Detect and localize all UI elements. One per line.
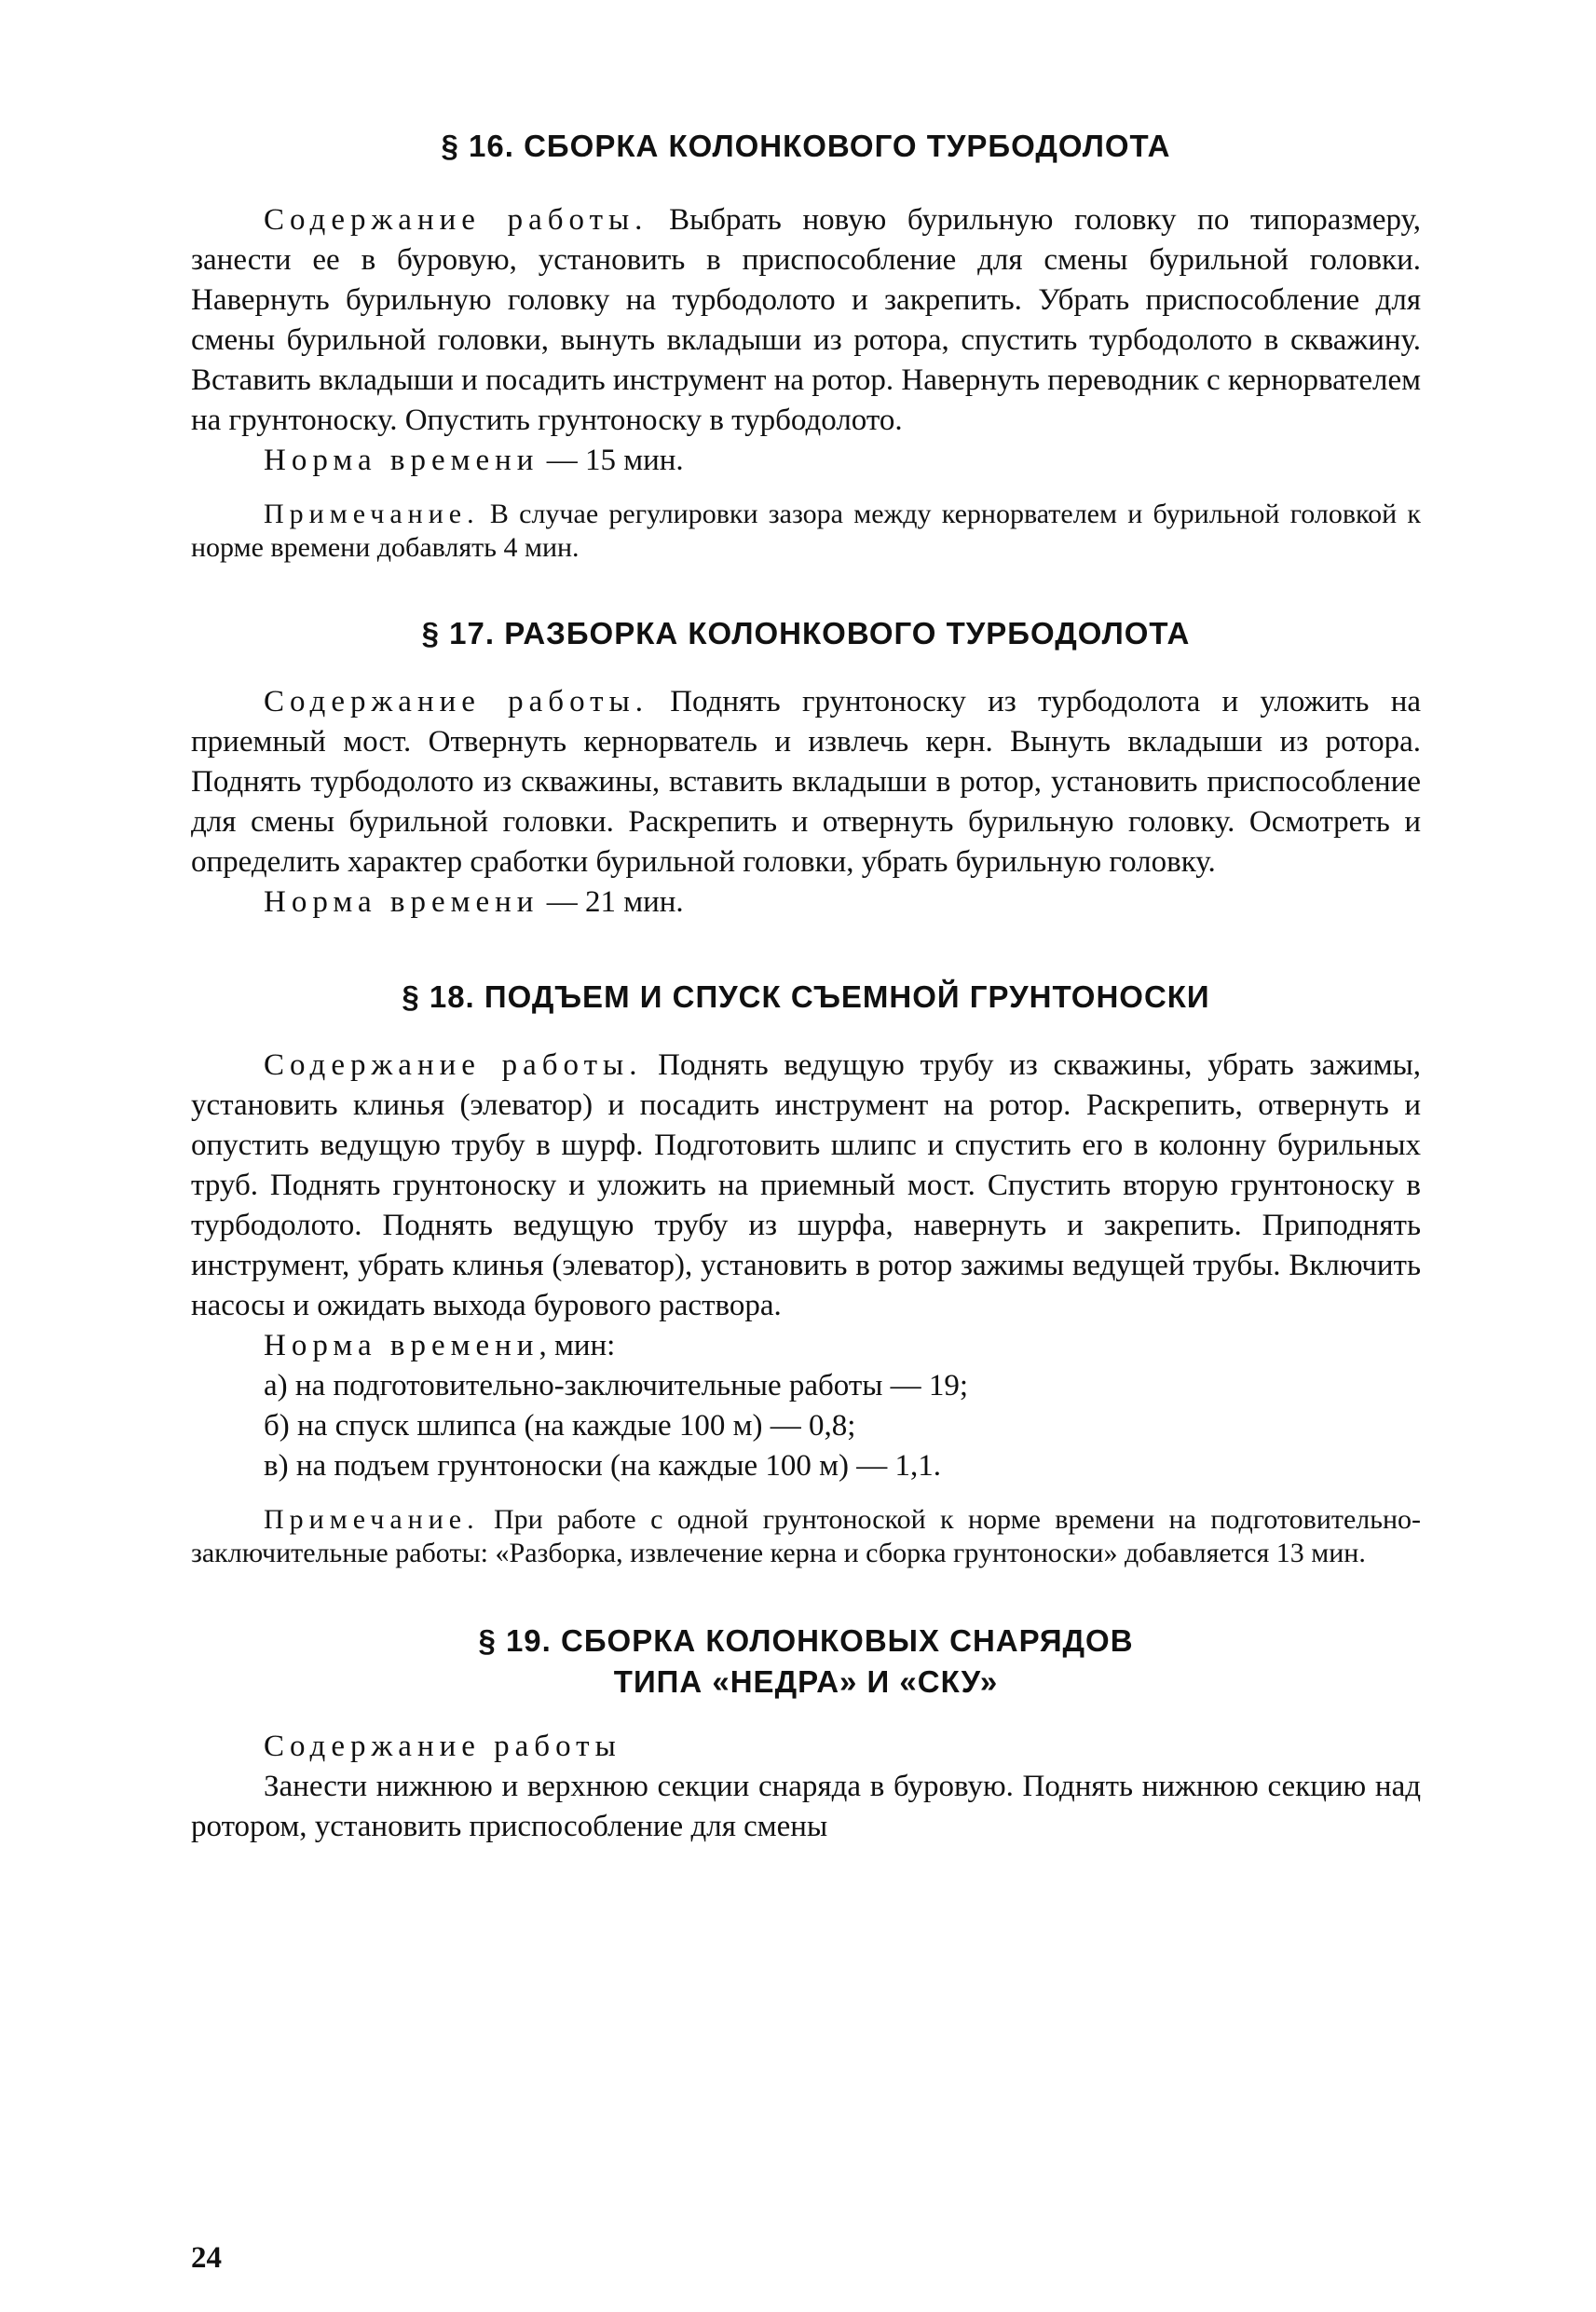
note-text: При работе с одной грунтоноской к норме времени на подготовительно-заключительные работы: «Разборка, извлечение керна и сборка грунтоноски» добавляется 13 мин. bbox=[191, 1504, 1421, 1568]
heading-line-2: ТИПА «НЕДРА» И «СКУ» bbox=[613, 1664, 999, 1699]
norm-label: Норма времени bbox=[264, 444, 539, 477]
content-label: Содержание работы. bbox=[264, 1048, 643, 1082]
norm-label: Норма времени bbox=[264, 1329, 539, 1362]
note-label: Примечание. bbox=[264, 1504, 480, 1535]
note-text: В случае регулировки зазора между кернорвателем и бурильной головкой к норме времени добавлять 4 мин. bbox=[191, 499, 1421, 563]
norm-value: — 15 мин. bbox=[539, 444, 684, 477]
content-label: Содержание работы. bbox=[264, 203, 648, 237]
note-label: Примечание. bbox=[264, 499, 480, 529]
heading-line-1: § 19. СБОРКА КОЛОНКОВЫХ СНАРЯДОВ bbox=[478, 1623, 1134, 1658]
section-18-norm bbox=[191, 1326, 1421, 1366]
content-label: Содержание работы bbox=[264, 1730, 621, 1763]
section-17-norm bbox=[191, 882, 1421, 923]
section-16-heading: § 16. СБОРКА КОЛОНКОВОГО ТУРБОДОЛОТА bbox=[441, 129, 1171, 163]
section-18-note bbox=[191, 1503, 1421, 1570]
norm-label: Норма времени bbox=[264, 885, 539, 919]
norm-value: — 21 мин. bbox=[539, 885, 684, 919]
section-19-content: Занести нижнюю и верхнюю секции снаряда в буровую. Поднять нижнюю секцию над ротором, установить приспособление для смены bbox=[191, 1770, 1421, 1843]
section-18-content bbox=[191, 1046, 1421, 1326]
section-17-heading: § 17. РАЗБОРКА КОЛОНКОВОГО ТУРБОДОЛОТА bbox=[421, 616, 1191, 650]
content-text: Поднять грунтоноску из турбодолота и уложить на приемный мост. Отвернуть кернорватель и извлечь керн. Вынуть вкладыши из ротора. Поднять турбодолото из скважины, вставить вкладыши в ротор, установить приспособление для смены бурильной головки. Раскрепить и отвернуть бурильную головку. Осмотреть и определить характер сработки бурильной головки, убрать бурильную головку. bbox=[191, 685, 1421, 879]
section-16-content bbox=[191, 200, 1421, 441]
content-label: Содержание работы. bbox=[264, 685, 648, 718]
section-18-heading: § 18. ПОДЪЕМ И СПУСК СЪЕМНОЙ ГРУНТОНОСКИ bbox=[402, 979, 1210, 1014]
section-16-norm bbox=[191, 441, 1421, 481]
content-text: Выбрать новую бурильную головку по типоразмеру, занести ее в буровую, установить в приспособление для смены бурильной головки. Навернуть бурильную головку на турбодолото и закрепить. Убрать приспособление для смены бурильной головки, вынуть вкладыши из ротора, спустить турбодолото в скважину. Вставить вкладыши и посадить инструмент на ротор. Навернуть переводник с кернорвателем на грунтоноску. Опустить грунтоноску в турбодолото. bbox=[191, 203, 1421, 437]
norm-item: в) на подъем грунтоноски (на каждые 100 м) — 1,1. bbox=[264, 1449, 942, 1483]
page-number: 24 bbox=[191, 2241, 222, 2275]
section-19-heading bbox=[191, 1621, 1421, 1703]
content-text: Поднять ведущую трубу из скважины, убрать зажимы, установить клинья (элеватор) и посадить инструмент на ротор. Раскрепить, отвернуть и опустить ведущую трубу в шурф. Подготовить шлипс и спустить его в колонну бурильных труб. Поднять грунтоноску и уложить на приемный мост. Спустить вторую грунтоноску в турбодолото. Поднять ведущую трубу из шурфа, навернуть и закрепить. Приподнять инструмент, убрать клинья (элеватор), установить в ротор зажимы ведущей трубы. Включить насосы и ожидать выхода бурового раствора. bbox=[191, 1048, 1421, 1322]
norm-value: , мин: bbox=[539, 1329, 616, 1362]
section-18-norm-list bbox=[191, 1366, 1421, 1486]
section-19-content-label bbox=[191, 1727, 1421, 1767]
norm-item: б) на спуск шлипса (на каждые 100 м) — 0,8; bbox=[264, 1409, 856, 1443]
section-17-content bbox=[191, 682, 1421, 882]
section-16-note bbox=[191, 498, 1421, 565]
norm-item: а) на подготовительно-заключительные работы — 19; bbox=[264, 1369, 969, 1402]
document-page bbox=[191, 126, 1421, 2275]
